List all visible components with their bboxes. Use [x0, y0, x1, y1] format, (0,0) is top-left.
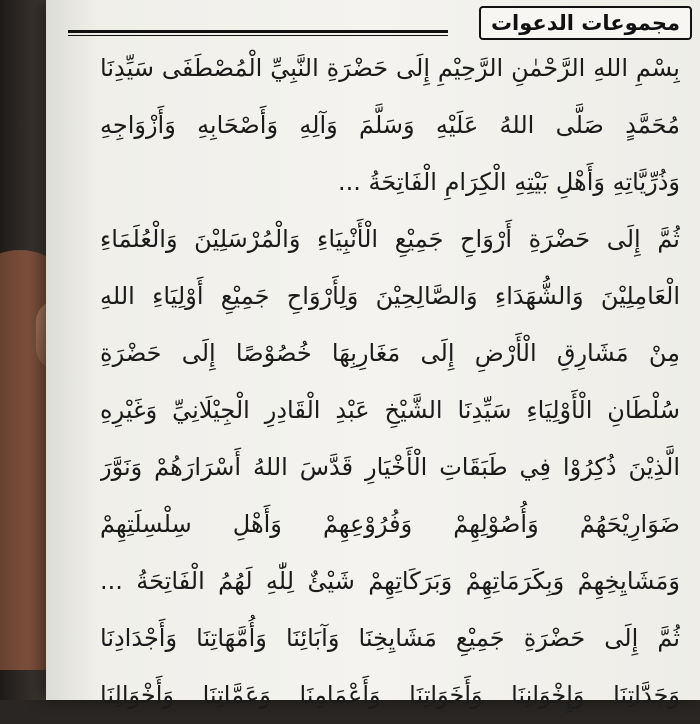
book-page — [46, 0, 700, 709]
text-line: مُحَمَّدٍ صَلَّى اللهُ عَلَيْهِ وَسَلَّمَ وَآلِهِ وَأَصْحَابِهِ وَأَزْوَاجِهِ — [100, 111, 680, 139]
text-line: الْعَامِلِيْنَ وَالشُّهَدَاءِ وَالصَّالِحِيْنَ وَلِأَرْوَاحِ جَمِيْعِ أَوْلِيَاءِ اللهِ — [100, 282, 680, 310]
text-line: مِنْ مَشَارِقِ الْأَرْضِ إِلَى مَغَارِبِهَا خُصُوْصًا إِلَى حَضْرَةِ — [100, 339, 680, 367]
text-line: وَمَشَايِخِهِمْ وَبِكَرَمَاتِهِمْ وَبَرَكَاتِهِمْ شَيْئٌ لِلّٰهِ لَهُمُ الْفَاتِحَةُ ... — [100, 567, 680, 595]
text-line: ثُمَّ إِلَى حَضْرَةِ جَمِيْعِ مَشَايِخِنَا وَآبَائِنَا وَأُمَّهَاتِنَا وَأَجْدَادِنَا — [100, 624, 680, 652]
page-title: مجموعات الدعوات — [479, 6, 692, 40]
text-line: ثُمَّ إِلَى حَضْرَةِ أَرْوَاحِ جَمِيْعِ الْأَنْبِيَاءِ وَالْمُرْسَلِيْنَ وَالْعُلَمَاءِ — [100, 225, 680, 253]
text-line: سُلْطَانِ الْأَوْلِيَاءِ سَيِّدِنَا الشَّيْخِ عَبْدِ الْقَادِرِ الْجِيْلَانِيِّ وَغَيْرِهِ — [100, 396, 680, 424]
header-rule — [68, 30, 448, 36]
page-header — [479, 6, 692, 40]
prayer-text — [100, 40, 680, 724]
text-line: بِسْمِ اللهِ الرَّحْمٰنِ الرَّحِيْمِ إِلَى حَضْرَةِ النَّبِيِّ الْمُصْطَفَى سَيِّدِنَا — [100, 54, 680, 82]
text-line: وَذُرِّيَّاتِهِ وَأَهْلِ بَيْتِهِ الْكِرَامِ الْفَاتِحَةُ ... — [337, 168, 680, 196]
text-line: ضَوَارِيْحَهُمْ وَأُصُوْلِهِمْ وَفُرُوْعِهِمْ وَأَهْلِ سِلْسِلَتِهِمْ — [100, 510, 680, 538]
text-line: وَجَدَّاتِنَا وَإِخْوَانِنَا وَأَخَوَاتِنَا وَأَعْمَامِنَا وَعَمَّاتِنَا وَأَخْوَالِنَا — [100, 681, 680, 709]
text-line: الَّذِيْنَ ذُكِرُوْا فِي طَبَقَاتِ الْأَخْيَارِ قَدَّسَ اللهُ أَسْرَارَهُمْ وَنَوَّرَ — [100, 453, 680, 481]
